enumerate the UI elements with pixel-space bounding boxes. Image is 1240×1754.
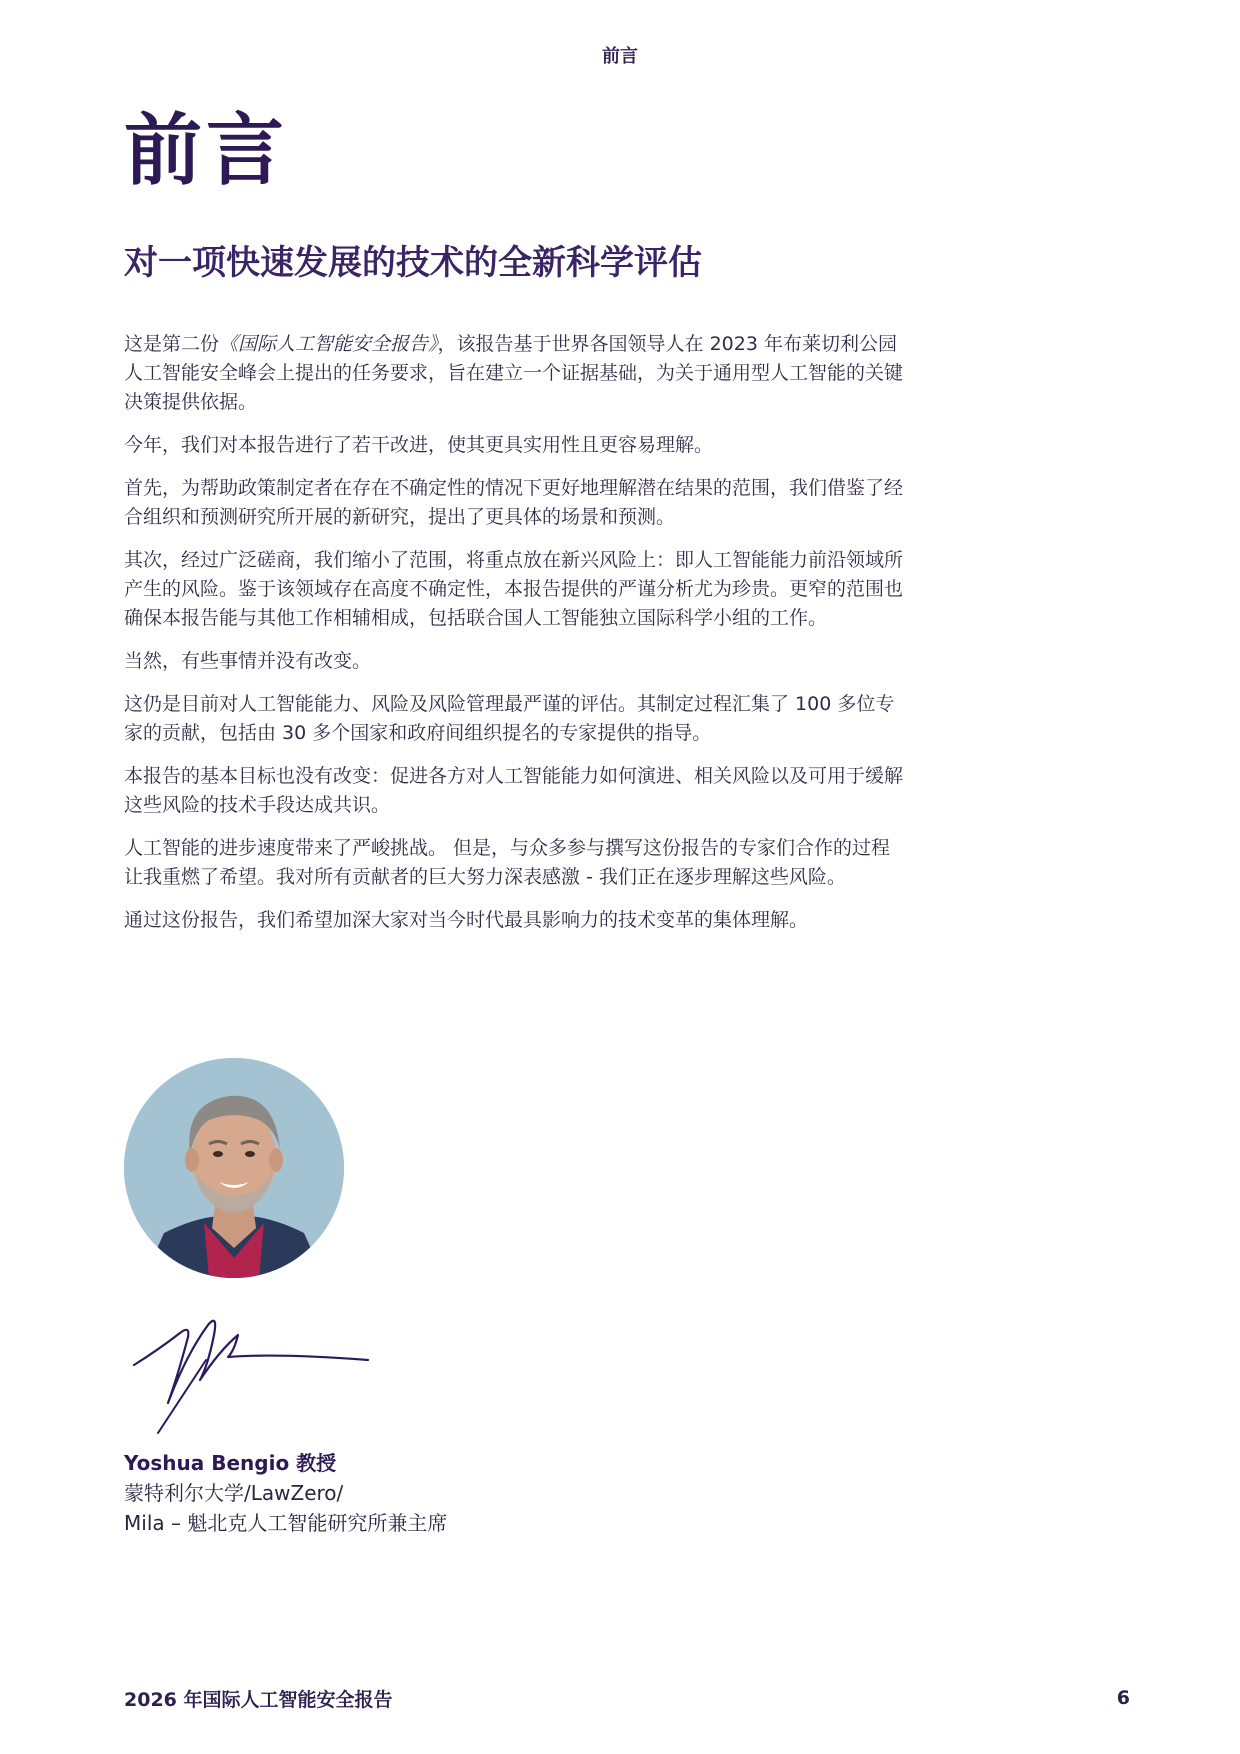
paragraph-1-suffix: ，该报告基于世界各国领导人在 2023 年布莱切利公园人工智能安全峰会上提出的任务要求，旨在建立一个证据基础，为关于通用型人工智能的关键决策提供依据。 <box>124 333 904 413</box>
paragraph-4: 其次，经过广泛磋商，我们缩小了范围，将重点放在新兴风险上：即人工智能能力前沿领域所产生的风险。鉴于该领域存在高度不确定性，本报告提供的严谨分析尤为珍贵。更窄的范围也确保本报告能与其他工作相辅相成，包括联合国人工智能独立国际科学小组的工作。 <box>124 549 904 629</box>
paragraph-9: 通过这份报告，我们希望加深大家对当今时代最具影响力的技术变革的集体理解。 <box>124 909 809 931</box>
author-affiliation-line-1: 蒙特利尔大学/LawZero/ <box>124 1481 344 1505</box>
paragraph-2: 今年，我们对本报告进行了若干改进，使其更具实用性且更容易理解。 <box>124 434 714 456</box>
paragraph-5: 当然，有些事情并没有改变。 <box>124 650 372 672</box>
paragraph-6: 这仍是目前对人工智能能力、风险及风险管理最严谨的评估。其制定过程汇集了 100 多位专家的贡献，包括由 30 多个国家和政府间组织提名的专家提供的指导。 <box>124 693 895 744</box>
paragraph-1 <box>124 330 904 417</box>
report-title-citation: 《国际人工智能安全报告》 <box>219 333 438 355</box>
author-portrait <box>124 1058 344 1278</box>
body-text <box>124 330 904 949</box>
page-title: 前言 <box>124 106 289 196</box>
paragraph-3: 首先，为帮助政策制定者在存在不确定性的情况下更好地理解潜在结果的范围，我们借鉴了经合组织和预测研究所开展的新研究，提出了更具体的场景和预测。 <box>124 477 904 528</box>
footer-report-title: 2026 年国际人工智能安全报告 <box>124 1689 393 1711</box>
section-heading: 对一项快速发展的技术的全新科学评估 <box>124 243 702 283</box>
author-name: Yoshua Bengio 教授 <box>124 1451 337 1475</box>
author-affiliation-line-2: Mila – 魁北克人工智能研究所兼主席 <box>124 1511 448 1535</box>
author-signature <box>128 1305 378 1435</box>
paragraph-8: 人工智能的进步速度带来了严峻挑战。 但是，与众多参与撰写这份报告的专家们合作的过程让我重燃了希望。我对所有贡献者的巨大努力深表感激 - 我们正在逐步理解这些风险。 <box>124 837 891 888</box>
paragraph-1-prefix: 这是第二份 <box>124 333 220 355</box>
page-number: 6 <box>1116 1687 1130 1709</box>
author-block <box>124 1448 447 1538</box>
paragraph-7: 本报告的基本目标也没有改变：促进各方对人工智能能力如何演进、相关风险以及可用于缓解这些风险的技术手段达成共识。 <box>124 765 904 816</box>
running-header: 前言 <box>602 46 638 67</box>
